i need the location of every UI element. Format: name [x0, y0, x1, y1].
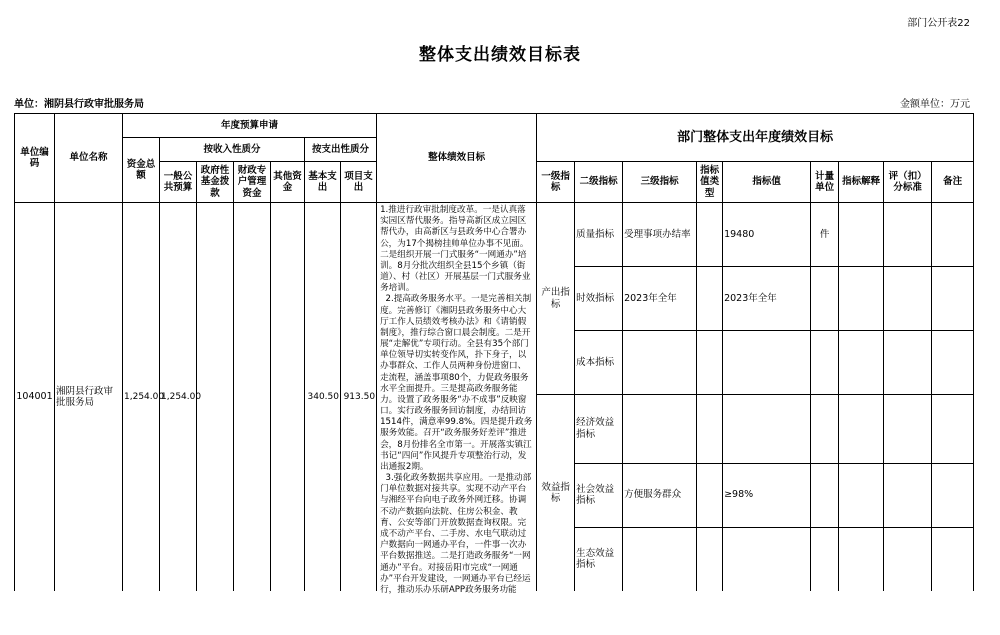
- indicator-level3: [623, 527, 697, 591]
- indicator-explanation: [839, 203, 884, 267]
- indicator-explanation: [839, 527, 884, 591]
- header-value-type: 指标值类型: [697, 162, 723, 203]
- indicator-note: [932, 395, 974, 464]
- performance-table: [14, 113, 974, 595]
- indicator-scoring: [884, 395, 932, 464]
- header-level2: 二级指标: [575, 162, 623, 203]
- header-dept-goal: 部门整体支出年度绩效目标: [537, 114, 974, 162]
- header-level1: 一级指标: [537, 162, 575, 203]
- general-budget-cell: 1,254.00: [160, 203, 197, 592]
- other-funds-cell: [271, 203, 305, 592]
- header-other-funds: 其他资金: [271, 162, 305, 203]
- header-value: 指标值: [723, 162, 811, 203]
- indicator-value-type: [697, 331, 723, 395]
- overall-goal-text: 1.推进行政审批制度改革。一是认真落实园区帮代服务。指导高新区成立园区帮代办，由高新区与县政务中心合署办公，为17个揭榜挂帅单位办事不见面。二是组织开展一门式服务“一网通办”培训。8月分批次组织全县15个乡镇（街道）、村（社区）开展基层一门式服务业务培训。 2.提高政务服务水平。一是完善相关制度。完善修订《湘阴县政务服务中心大厅工作人员绩效考核办法》和《请销假制度》，推行综合窗口晨会制度。二是开展“走解优”专项行动。全县有35个部门单位领导切实转变作风，扑下身子，以办事群众、工作人员两种身份进窗口、走流程，涵盖事项80个，力促政务服务水平全面提升。三是提高政务服务能力。设置了政务服务“办不成事”反映窗口。实行政务服务回访制度，办结回访1514件，满意率99.8%。四是提升政务服务效能。召开“政务服务好差评”推进会，8月份排名全市第一。开展落实镇江书记“四问”作风提升专项整治行动，发出通报2期。 3.强化政务数据共享应用。一是推动部门单位数据对接共享。实现不动产平台与湘经平台向电子政务外网迁移。协调不动产数据向法院、住房公积金、教育、公安等部门开放数据查询权限。完成不动产平台、二手房、水电气联动过户数据向一网通办平台，一件事一次办平台数据推送。二是打造政务服务“一网通办”平台。对接岳阳市完成“一网通办”平台开发建设，一网通办平台已经运行，推动乐办乐研APP政务服务功能: [380, 205, 533, 595]
- header-level3: 三级指标: [623, 162, 697, 203]
- header-overall-goal: 整体绩效目标: [377, 114, 537, 203]
- project-expense-cell: 913.50: [341, 203, 377, 592]
- indicator-value-type: [697, 267, 723, 331]
- indicator-note: [932, 463, 974, 527]
- indicator-value: [723, 395, 811, 464]
- indicator-unit: [811, 463, 839, 527]
- header-unit-code: 单位编码: [15, 114, 55, 203]
- total-funds-cell: 1,254.00: [123, 203, 160, 592]
- indicator-level2: 时效指标: [575, 267, 623, 331]
- indicator-scoring: [884, 463, 932, 527]
- indicator-unit: 件: [811, 203, 839, 267]
- indicator-note: [932, 527, 974, 591]
- indicator-explanation: [839, 395, 884, 464]
- unit-name-cell: 湘阴县行政审批服务局: [55, 203, 123, 592]
- indicator-explanation: [839, 463, 884, 527]
- indicator-value-type: [697, 463, 723, 527]
- header-special-fund: 财政专户管理资金: [234, 162, 271, 203]
- header-by-income: 按收入性质分: [160, 138, 305, 162]
- indicator-unit: [811, 331, 839, 395]
- unit-code-cell: 104001: [15, 203, 55, 592]
- header-general-budget: 一般公共预算: [160, 162, 197, 203]
- page-corner-label: 部门公开表22: [907, 18, 970, 29]
- indicator-scoring: [884, 203, 932, 267]
- overall-goal-cell: [377, 203, 537, 595]
- indicator-explanation: [839, 267, 884, 331]
- indicator-value: ≥98%: [723, 463, 811, 527]
- special-fund-cell: [234, 203, 271, 592]
- header-annual-budget: 年度预算申请: [123, 114, 377, 138]
- indicator-level1: 产出指标: [537, 203, 575, 395]
- amount-unit-label: 金额单位：万元: [900, 99, 970, 110]
- indicator-note: [932, 203, 974, 267]
- indicator-level2: 社会效益指标: [575, 463, 623, 527]
- indicator-scoring: [884, 527, 932, 591]
- indicator-level2: 成本指标: [575, 331, 623, 395]
- unit-label: 单位：湘阴县行政审批服务局: [14, 99, 144, 110]
- header-total-funds: 资金总额: [123, 138, 160, 203]
- header-unit: 计量单位: [811, 162, 839, 203]
- indicator-value: [723, 527, 811, 591]
- indicator-level3: [623, 395, 697, 464]
- indicator-value: 2023年全年: [723, 267, 811, 331]
- indicator-value-type: [697, 527, 723, 591]
- header-project-expense: 项目支出: [341, 162, 377, 203]
- indicator-level2: 生态效益指标: [575, 527, 623, 591]
- indicator-unit: [811, 527, 839, 591]
- page-title: 整体支出绩效目标表: [419, 45, 581, 65]
- indicator-unit: [811, 395, 839, 464]
- indicator-note: [932, 267, 974, 331]
- indicator-explanation: [839, 331, 884, 395]
- indicator-level3: 方便服务群众: [623, 463, 697, 527]
- indicator-value-type: [697, 203, 723, 267]
- indicator-value: 19480: [723, 203, 811, 267]
- header-by-expense: 按支出性质分: [305, 138, 377, 162]
- header-scoring: 评（扣）分标准: [884, 162, 932, 203]
- indicator-level3: 受理事项办结率: [623, 203, 697, 267]
- header-gov-fund: 政府性基金拨款: [197, 162, 234, 203]
- indicator-unit: [811, 267, 839, 331]
- table-row: [15, 203, 974, 267]
- header-unit-name: 单位名称: [55, 114, 123, 203]
- indicator-level1: 效益指标: [537, 395, 575, 592]
- indicator-note: [932, 331, 974, 395]
- indicator-value-type: [697, 395, 723, 464]
- header-basic-expense: 基本支出: [305, 162, 341, 203]
- indicator-scoring: [884, 331, 932, 395]
- gov-fund-cell: [197, 203, 234, 592]
- indicator-level2: 质量指标: [575, 203, 623, 267]
- basic-expense-cell: 340.50: [305, 203, 341, 592]
- header-explanation: 指标解释: [839, 162, 884, 203]
- indicator-scoring: [884, 267, 932, 331]
- indicator-level3: [623, 331, 697, 395]
- indicator-value: [723, 331, 811, 395]
- indicator-level2: 经济效益指标: [575, 395, 623, 464]
- header-note: 备注: [932, 162, 974, 203]
- indicator-level3: 2023年全年: [623, 267, 697, 331]
